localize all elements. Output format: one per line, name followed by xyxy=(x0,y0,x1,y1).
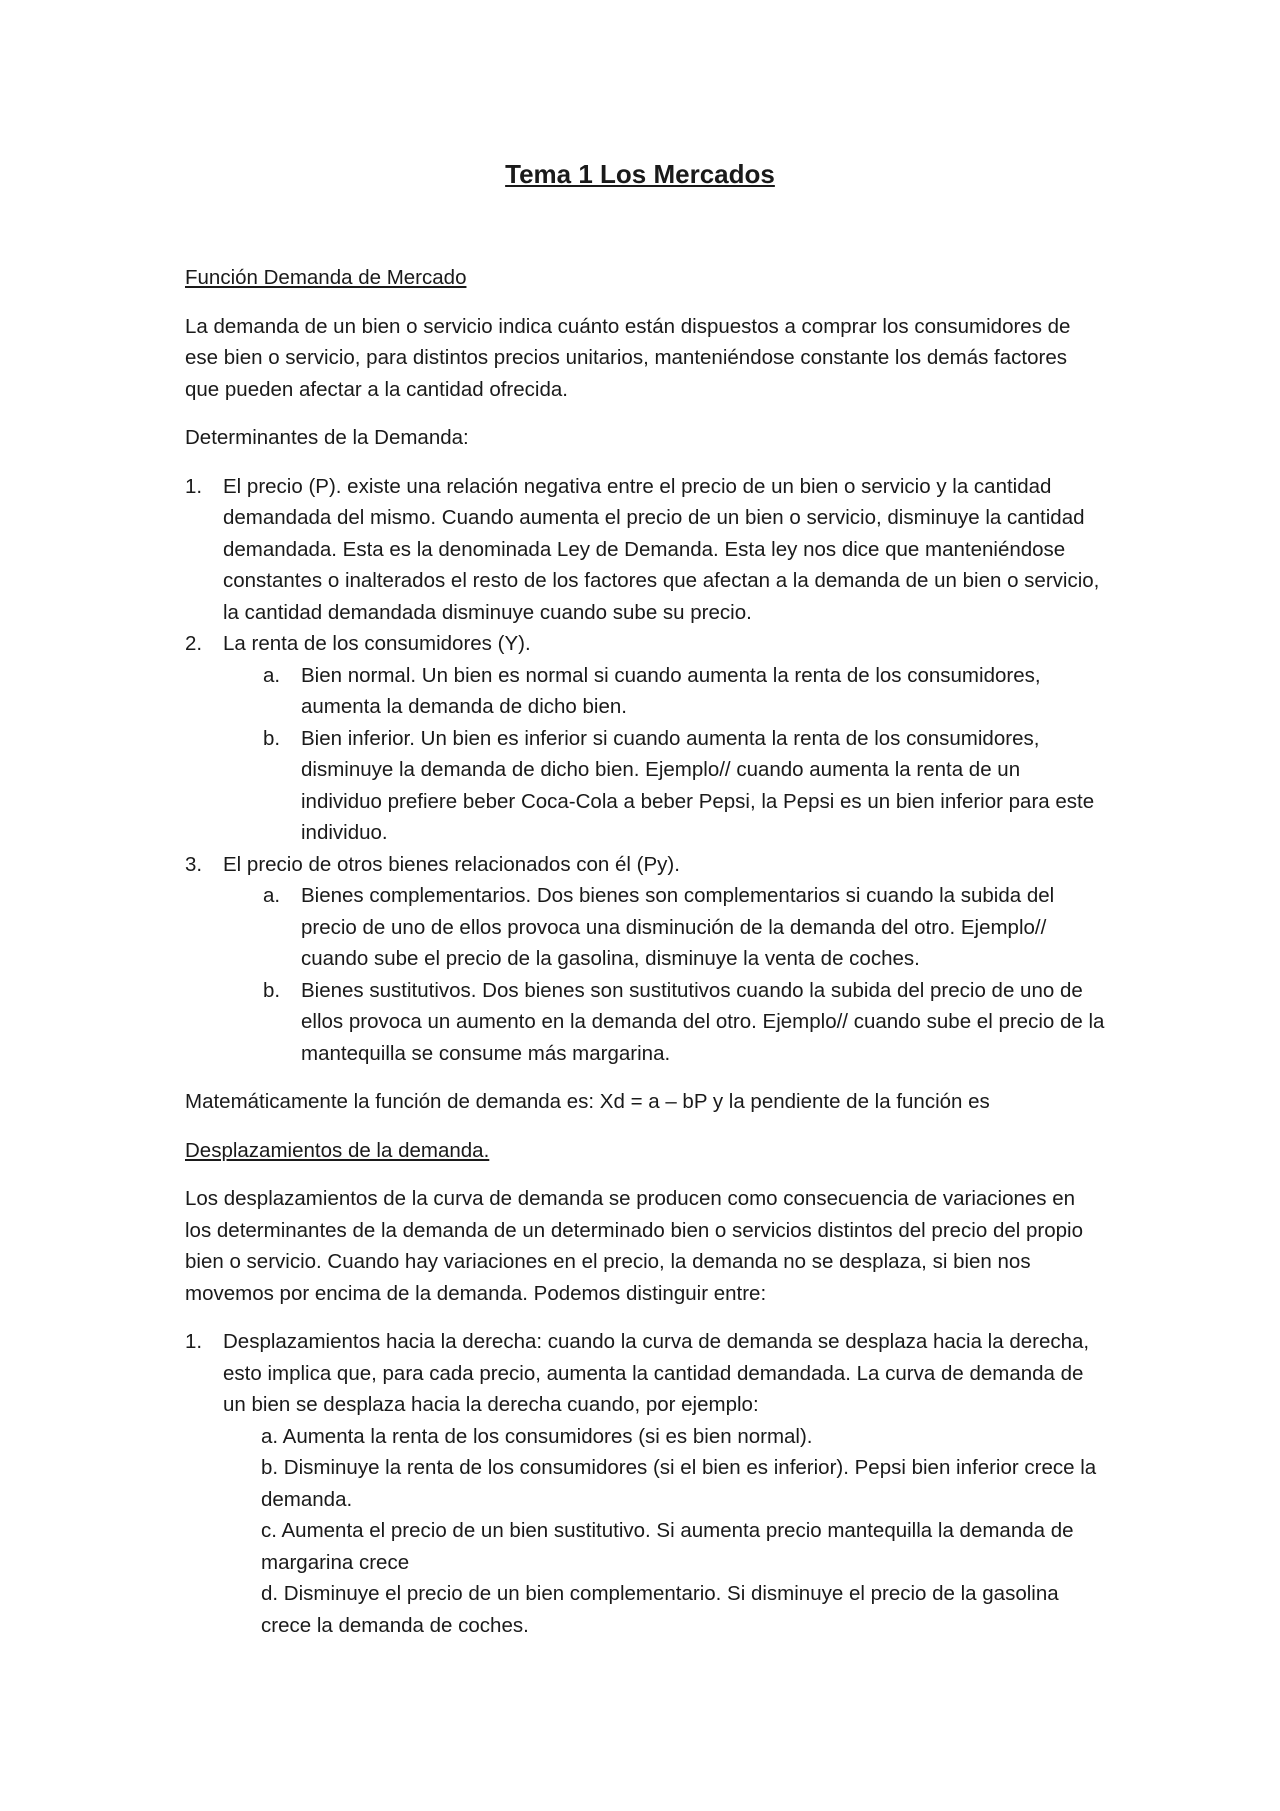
sub-list-text: Bienes sustitutivos. Dos bienes son sustitutivos cuando la subida del precio de uno de ellos provoca un aumento en la demanda del otro. Ejemplo// cuando sube el precio de la mantequilla se consume más margarina. xyxy=(301,978,1105,1065)
shift-example-line: a. Aumenta la renta de los consumidores (si es bien normal). xyxy=(261,1424,813,1448)
list-number: 1. xyxy=(185,1330,203,1353)
list-item xyxy=(185,849,1105,881)
list-item xyxy=(185,628,1105,660)
list-item xyxy=(185,471,1105,629)
math-formula-line: Matemáticamente la función de demanda es: Xd = a – bP y la pendiente de la función es xyxy=(185,1090,990,1113)
shifts-intro-paragraph: Los desplazamientos de la curva de demanda se producen como consecuencia de variaciones en los determinantes de la demanda de un determinado bien o servicios distintos del precio del propio bien o servicio. Cuando hay variaciones en el precio, la demanda no se desplaza, si bien nos movemos por encima de la demanda. Podemos distinguir entre: xyxy=(185,1187,1083,1305)
sub-list-text: Bienes complementarios. Dos bienes son complementarios si cuando la subida del precio de uno de ellos provoca una disminución de la demanda del otro. Ejemplo// cuando sube el precio de la gasolina, disminuye la venta de coches. xyxy=(301,884,1055,970)
list-number: 2. xyxy=(185,632,203,655)
sub-list-text: Bien normal. Un bien es normal si cuando aumenta la renta de los consumidores, aumenta la demanda de dicho bien. xyxy=(301,663,1041,718)
section-heading-demand-shifts: Desplazamientos de la demanda. xyxy=(185,1138,490,1162)
shift-example-line: c. Aumenta el precio de un bien sustitutivo. Si aumenta precio mantequilla la demanda de margarina crece xyxy=(261,1519,1074,1574)
sub-list-letter: b. xyxy=(263,726,281,750)
list-item-text: El precio de otros bienes relacionados con él (Py). xyxy=(223,852,680,876)
list-item xyxy=(185,1326,1105,1421)
sub-list-letter: a. xyxy=(263,884,281,907)
sub-list-item xyxy=(185,660,1105,723)
sub-list-letter: a. xyxy=(263,663,281,687)
sub-list-item xyxy=(185,975,1105,1070)
document-body xyxy=(185,262,1105,1641)
page-title: Tema 1 Los Mercados xyxy=(505,159,775,189)
shifts-list xyxy=(185,1326,1105,1641)
list-item-text: El precio (P). existe una relación negativa entre el precio de un bien o servicio y la cantidad demandada del mismo. Cuando aumenta el precio de un bien o servicio, disminuye la cantidad demandada. Esta es la denominada Ley de Demanda. Esta ley nos dice que manteniéndose constantes o inalterados el resto de los factores que afectan a la demanda de un bien o servicio, la cantidad demandada disminuye cuando sube su precio. xyxy=(223,474,1100,624)
shift-example-line: b. Disminuye la renta de los consumidores (si el bien es inferior). Pepsi bien inferior crece la demanda. xyxy=(261,1456,1097,1511)
sub-list-item xyxy=(185,723,1105,849)
list-number: 3. xyxy=(185,852,203,876)
sub-list-letter: b. xyxy=(263,978,281,1002)
demand-intro-paragraph: La demanda de un bien o servicio indica cuánto están dispuestos a comprar los consumidores de ese bien o servicio, para distintos precios unitarios, manteniéndose constante los demás factores que pueden afectar a la cantidad ofrecida. xyxy=(185,314,1071,401)
list-number: 1. xyxy=(185,474,203,498)
determinants-list xyxy=(185,471,1105,1070)
sub-list-item xyxy=(185,880,1105,975)
list-item-text: La renta de los consumidores (Y). xyxy=(223,632,531,655)
section-heading-demand-function: Función Demanda de Mercado xyxy=(185,266,467,289)
shift-example-line: d. Disminuye el precio de un bien complementario. Si disminuye el precio de la gasolina crece la demanda de coches. xyxy=(261,1582,1059,1637)
list-item-text: Desplazamientos hacia la derecha: cuando la curva de demanda se desplaza hacia la derecha, esto implica que, para cada precio, aumenta la cantidad demandada. La curva de demanda de un bien se desplaza hacia la derecha cuando, por ejemplo: xyxy=(223,1330,1090,1416)
sub-list-text: Bien inferior. Un bien es inferior si cuando aumenta la renta de los consumidores, disminuye la demanda de dicho bien. Ejemplo// cuando aumenta la renta de un individuo prefiere beber Coca-Cola a beber Pepsi, la Pepsi es un bien inferior para este individuo. xyxy=(301,726,1095,844)
determinants-label: Determinantes de la Demanda: xyxy=(185,426,469,449)
